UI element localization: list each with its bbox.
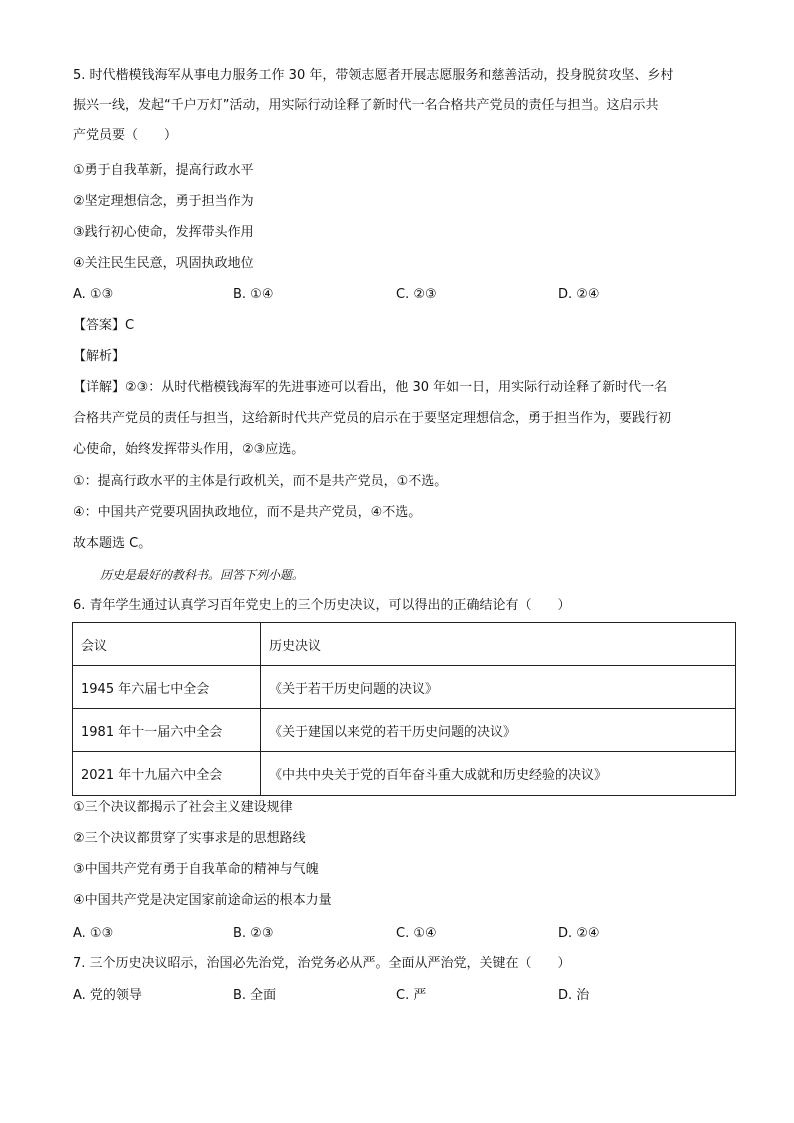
q6-stem: 6. 青年学生通过认真学习百年党史上的三个历史决议，可以得出的正确结论有（ ）: [73, 598, 571, 613]
q7-option-c: C. 严: [396, 988, 427, 1003]
q5-option-d: D. ②④: [558, 287, 600, 302]
table-cell-resolution: 《关于若干历史问题的决议》: [261, 666, 736, 709]
q5-analysis-label: 【解析】: [73, 349, 126, 364]
q5-conclusion: 故本题选 C。: [73, 536, 152, 551]
q5-stem-line-2: 振兴一线，发起“千户万灯”活动，用实际行动诠释了新时代一名合格共产党员的责任与担当。这启示共: [73, 98, 659, 113]
q5-answer: 【答案】C: [73, 318, 135, 333]
table-cell-resolution: 《中共中央关于党的百年奋斗重大成就和历史经验的决议》: [261, 752, 736, 796]
q6-item-3: ③中国共产党有勇于自我革命的精神与气魄: [73, 862, 319, 877]
q5-item-1: ①勇于自我革新，提高行政水平: [73, 163, 254, 178]
table-cell-resolution: 《关于建国以来党的若干历史问题的决议》: [261, 709, 736, 752]
q5-item-4: ④关注民生民意，巩固执政地位: [73, 256, 254, 271]
q5-detail-line-1: 【详解】②③：从时代楷模钱海军的先进事迹可以看出，他 30 年如一日，用实际行动诠释了新时代一名: [73, 380, 668, 395]
q5-option-c: C. ②③: [396, 287, 437, 302]
table-cell-meeting: 1981 年十一届六中全会: [73, 709, 261, 752]
table-row: [73, 709, 736, 752]
q6-option-a: A. ①③: [73, 926, 114, 941]
q5-stem-line-3: 产党员要（ ）: [73, 128, 178, 143]
q5-detail-line-3: 心使命，始终发挥带头作用，②③应选。: [73, 442, 305, 457]
q5-detail-line-2: 合格共产党员的责任与担当，这给新时代共产党员的启示在于要坚定理想信念，勇于担当作为，要践行初: [73, 411, 672, 426]
table-header-row: [73, 623, 736, 666]
q7-option-b: B. 全面: [233, 988, 277, 1003]
q6-item-2: ②三个决议都贯穿了实事求是的思想路线: [73, 831, 306, 846]
q5-detail-line-4: ①：提高行政水平的主体是行政机关，而不是共产党员，①不选。: [73, 474, 448, 489]
table-cell-meeting: 2021 年十九届六中全会: [73, 752, 261, 796]
table-cell-meeting: 1945 年六届七中全会: [73, 666, 261, 709]
q6-option-b: B. ②③: [233, 926, 274, 941]
q5-detail-line-5: ④：中国共产党要巩固执政地位，而不是共产党员，④不选。: [73, 505, 422, 520]
q5-option-b: B. ①④: [233, 287, 274, 302]
q7-stem: 7. 三个历史决议昭示，治国必先治党，治党务必从严。全面从严治党，关键在（ ）: [73, 956, 571, 971]
q6-item-1: ①三个决议都揭示了社会主义建设规律: [73, 800, 293, 815]
q6-table: [72, 622, 736, 796]
section-intro: 历史是最好的教科书。回答下列小题。: [100, 568, 305, 582]
table-row: [73, 666, 736, 709]
table-header-meeting: 会议: [73, 623, 261, 666]
q5-option-a: A. ①③: [73, 287, 114, 302]
q6-option-d: D. ②④: [558, 926, 600, 941]
q6-option-c: C. ①④: [396, 926, 437, 941]
q7-option-a: A. 党的领导: [73, 988, 142, 1003]
table-row: [73, 752, 736, 796]
q5-item-2: ②坚定理想信念，勇于担当作为: [73, 194, 254, 209]
q5-item-3: ③践行初心使命，发挥带头作用: [73, 225, 254, 240]
q6-item-4: ④中国共产党是决定国家前途命运的根本力量: [73, 893, 332, 908]
q7-option-d: D. 治: [558, 988, 590, 1003]
table-header-resolution: 历史决议: [261, 623, 736, 666]
q5-stem-line-1: 5. 时代楷模钱海军从事电力服务工作 30 年，带领志愿者开展志愿服务和慈善活动，投身脱贫攻坚、乡村: [73, 68, 674, 83]
